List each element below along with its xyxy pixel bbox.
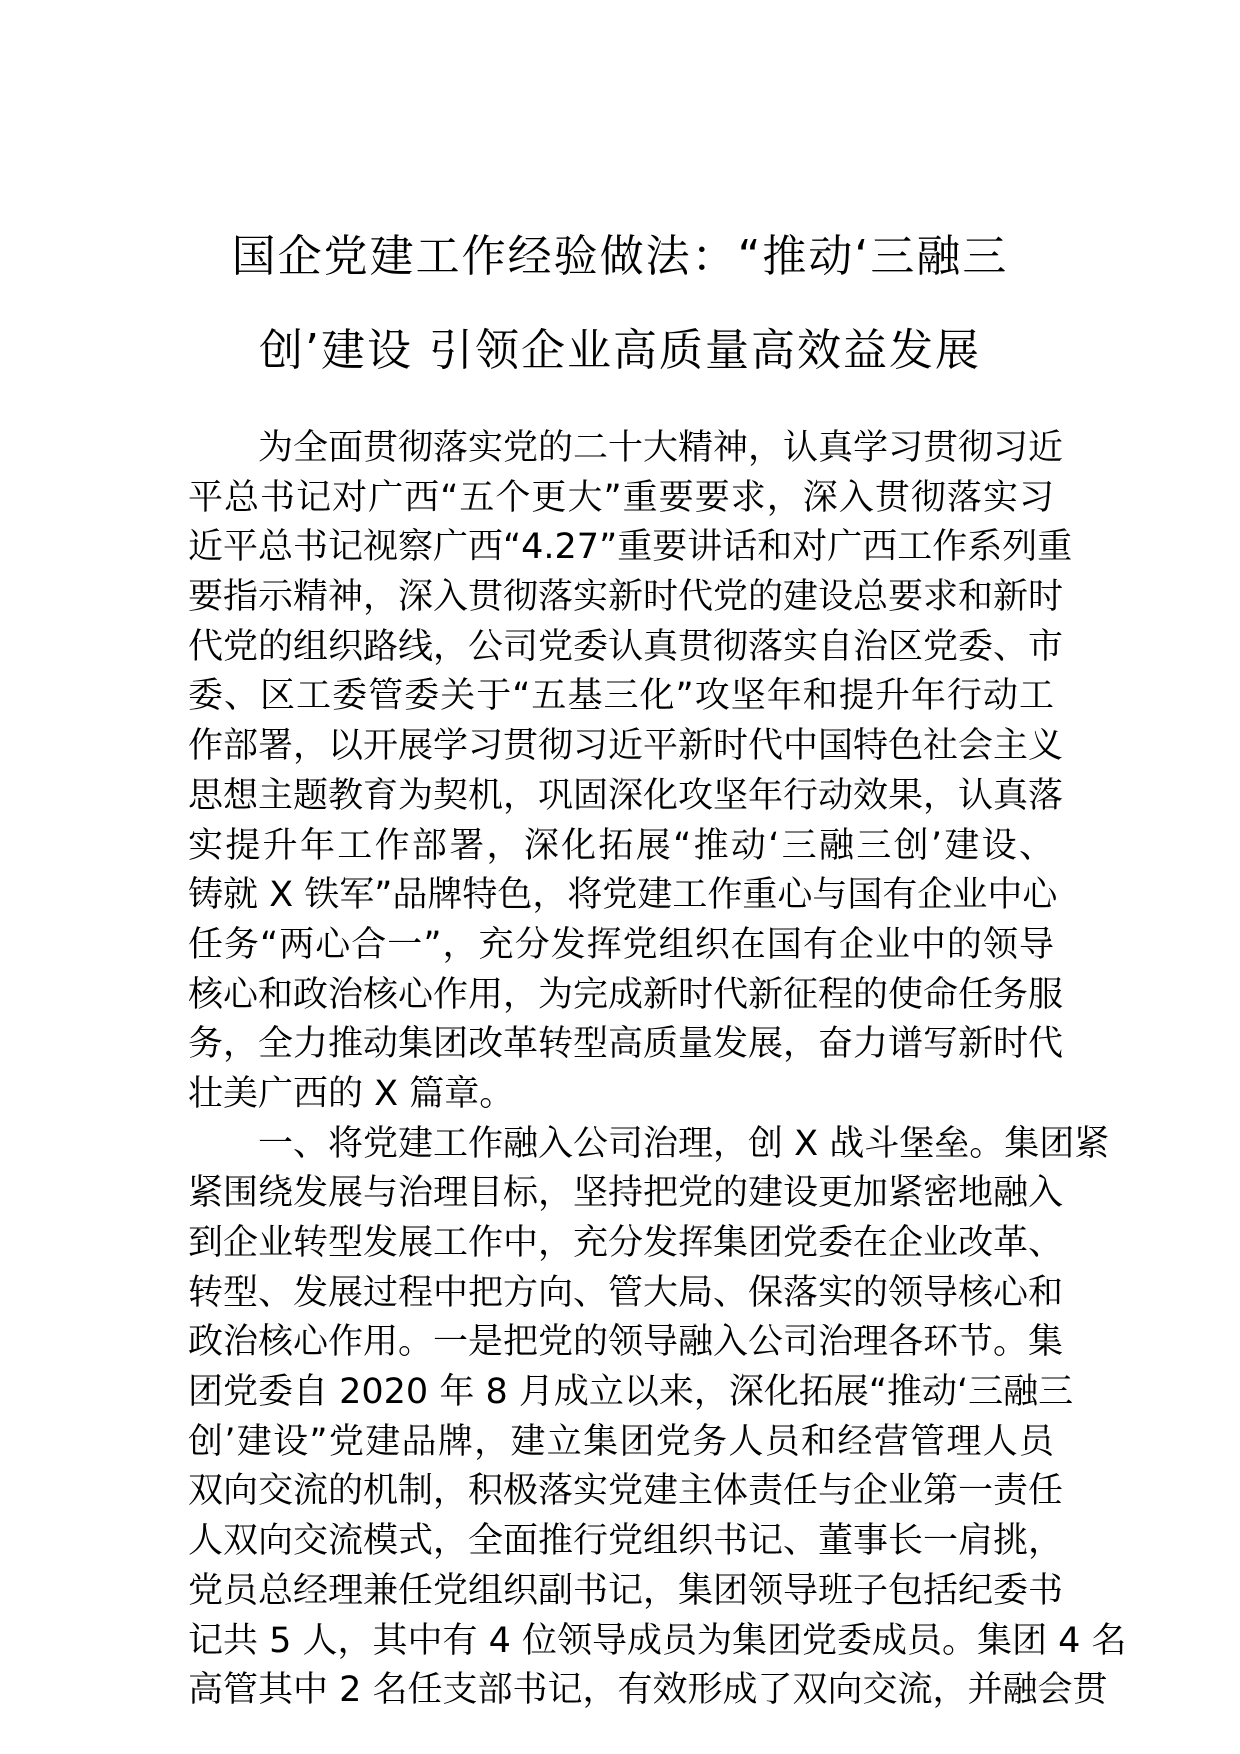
paragraph-line: 近平总书记视察广西“4.27”重要讲话和对广西工作系列重: [188, 527, 1073, 568]
paragraph-line: 党员总经理兼任党组织副书记，集团领导班子包括纪委书: [188, 1570, 1064, 1611]
paragraph-line: 任务“两心合一”，充分发挥党组织在国有企业中的领导: [188, 924, 1054, 965]
paragraph-line: 创’建设”党建品牌，建立集团党务人员和经营管理人员: [188, 1421, 1054, 1462]
paragraph-line: 壮美广西的 X 篇章。: [188, 1073, 515, 1114]
paragraph-line: 作部署，以开展学习贯彻习近平新时代中国特色社会主义: [188, 726, 1064, 767]
paragraph-line: 务，全力推动集团改革转型高质量发展，奋力谱写新时代: [188, 1024, 1064, 1065]
paragraph-line: 思想主题教育为契机，巩固深化攻坚年行动效果，认真落: [188, 775, 1064, 816]
document-title: [190, 210, 1050, 398]
paragraph-line: 记共 5 人，其中有 4 位领导成员为集团党委成员。集团 4 名: [188, 1620, 1127, 1661]
paragraph-line: 平总书记对广西“五个更大”重要要求，深入贯彻落实习: [188, 477, 1054, 518]
paragraph-line: 代党的组织路线，公司党委认真贯彻落实自治区党委、市: [188, 626, 1064, 667]
paragraph-line: 政治核心作用。一是把党的领导融入公司治理各环节。集: [188, 1322, 1064, 1363]
paragraph-line: 为全面贯彻落实党的二十大精神，认真学习贯彻习近: [258, 428, 1064, 468]
paragraph-line: 核心和政治核心作用，为完成新时代新征程的使命任务服: [188, 974, 1064, 1015]
paragraph-1: [188, 424, 1073, 1120]
paragraph-line: 高管其中 2 名任支部书记，有效形成了双向交流，并融会贯: [188, 1670, 1108, 1711]
paragraph-line: 委、区工委管委关于“五基三化”攻坚年和提升年行动工: [188, 676, 1054, 717]
paragraph-line: 转型、发展过程中把方向、管大局、保落实的领导核心和: [188, 1272, 1064, 1313]
paragraph-line: 一、将党建工作融入公司治理，创 X 战斗堡垒。集团紧: [258, 1123, 1110, 1164]
document-body: [188, 424, 1127, 1716]
paragraph-line: 到企业转型发展工作中，充分发挥集团党委在企业改革、: [188, 1223, 1064, 1263]
paragraph-2: [188, 1120, 1127, 1716]
title-line-2: 创’建设 引领企业高质量高效益发展: [259, 325, 981, 376]
paragraph-line: 紧围绕发展与治理目标，坚持把党的建设更加紧密地融入: [188, 1173, 1064, 1214]
title-line-1: 国企党建工作经验做法：“推动‘三融三: [231, 231, 1009, 282]
paragraph-line: 人双向交流模式，全面推行党组织书记、董事长一肩挑，: [188, 1521, 1064, 1562]
paragraph-line: 要指示精神，深入贯彻落实新时代党的建设总要求和新时: [188, 577, 1064, 618]
paragraph-line: 铸就 X 铁军”品牌特色，将党建工作重心与国有企业中心: [188, 875, 1058, 916]
paragraph-line: 实提升年工作部署，深化拓展“推动‘三融三创’建设、: [188, 825, 1054, 866]
paragraph-line: 双向交流的机制，积极落实党建主体责任与企业第一责任: [188, 1471, 1064, 1512]
paragraph-line: 团党委自 2020 年 8 月成立以来，深化拓展“推动‘三融三: [188, 1372, 1074, 1413]
